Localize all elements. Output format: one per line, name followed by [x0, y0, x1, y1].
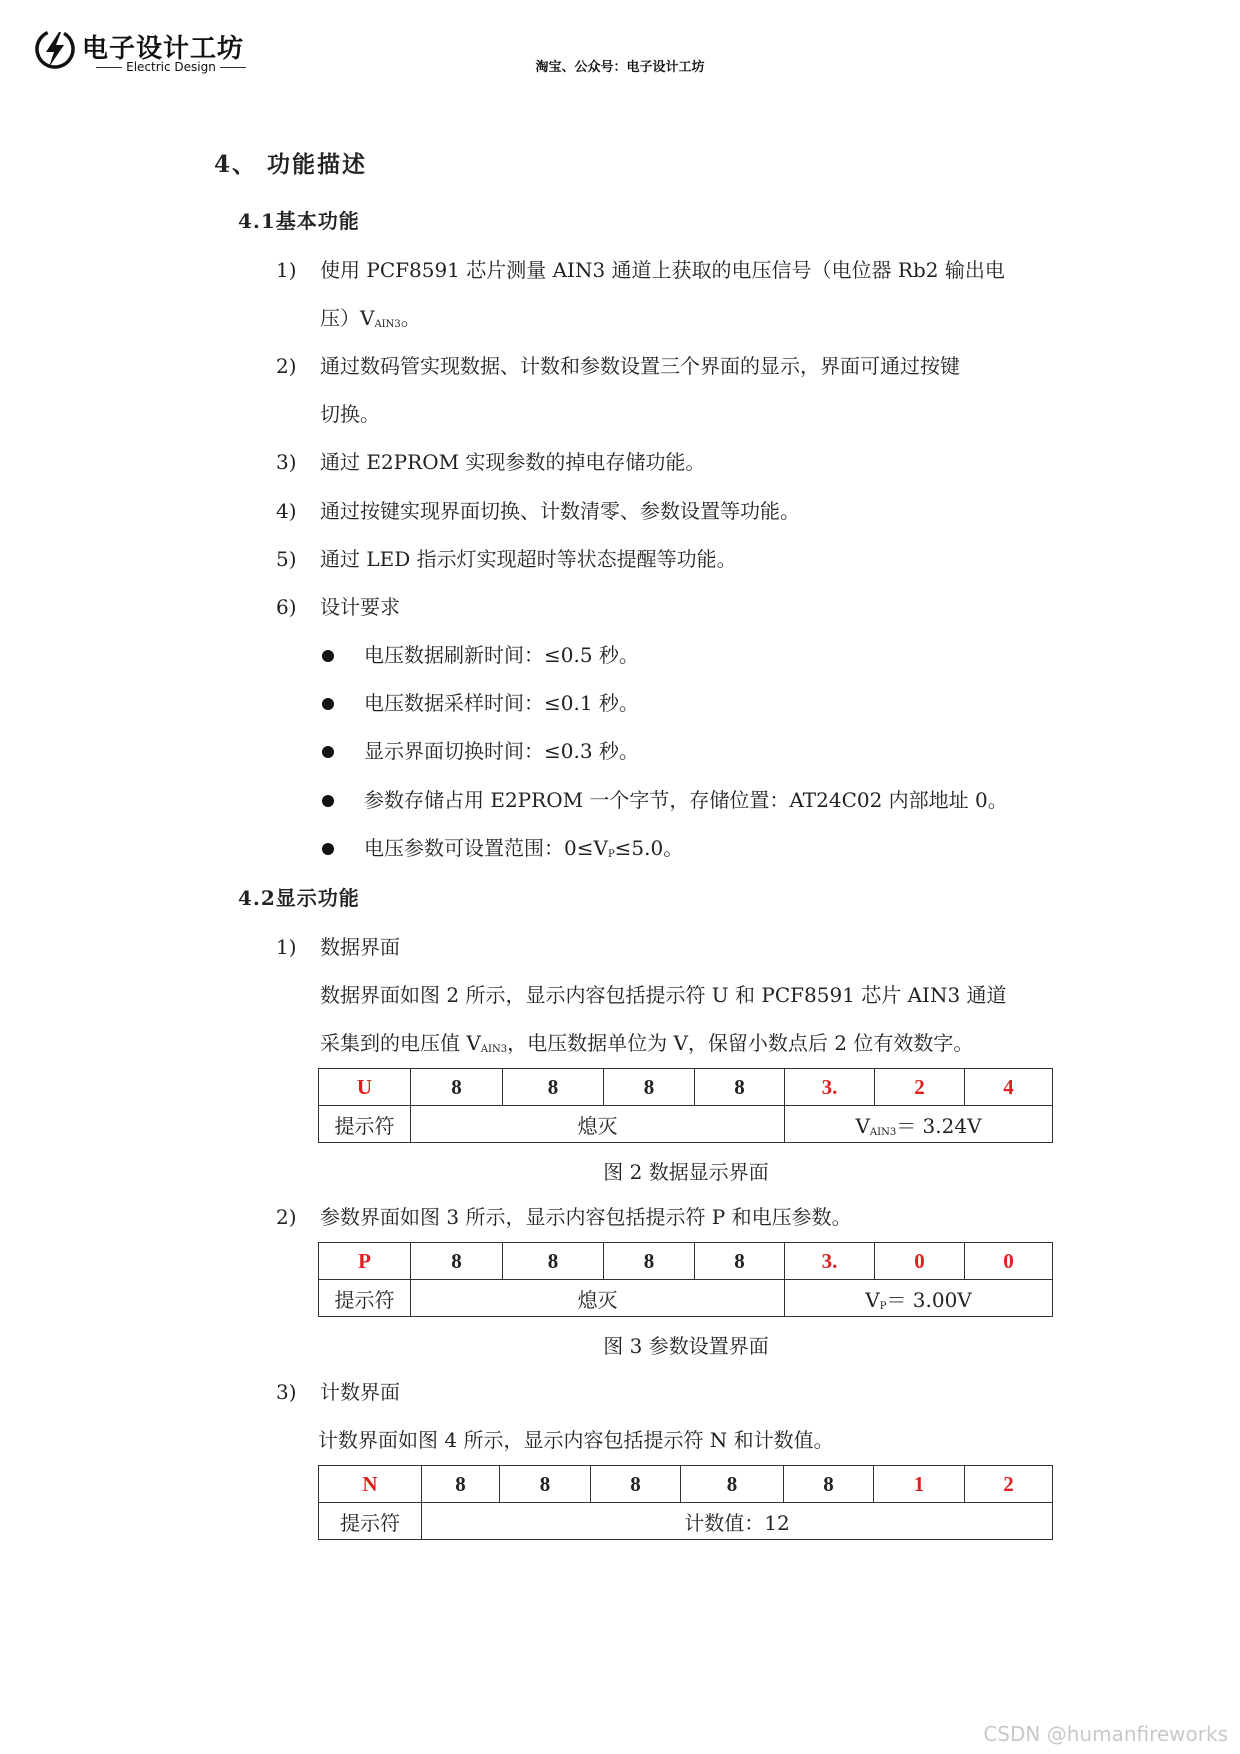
item-number: 3) — [276, 1380, 297, 1404]
item-text: 设计要求 — [320, 595, 400, 619]
segment-digit-value: 0 — [875, 1243, 965, 1280]
segment-digit-value: 2 — [965, 1466, 1053, 1503]
segment-digits-row — [319, 1069, 1053, 1106]
segment-digit-prompt: P — [319, 1243, 411, 1280]
prompt-label: 提示符 — [319, 1106, 411, 1143]
figure-caption: 图 2 数据显示界面 — [603, 1160, 769, 1184]
segment-meaning-row — [319, 1106, 1053, 1143]
parameter-display-table — [318, 1242, 1053, 1317]
segment-digits-row — [319, 1466, 1053, 1503]
item-label: 数据界面 — [320, 935, 400, 959]
bullet-icon — [322, 650, 334, 662]
section-title: 4、 功能描述 — [214, 151, 368, 178]
segment-digit: 8 — [604, 1243, 695, 1280]
bullet-icon — [322, 843, 334, 855]
item-text: 通过 E2PROM 实现参数的掉电存储功能。 — [320, 450, 706, 474]
segment-digit: 8 — [411, 1243, 503, 1280]
figure-caption: 图 3 参数设置界面 — [603, 1334, 769, 1358]
bullet-text: 电压数据刷新时间：≤0.5 秒。 — [364, 643, 639, 667]
segment-digit: 8 — [591, 1466, 681, 1503]
item-text: 通过 LED 指示灯实现超时等状态提醒等功能。 — [320, 547, 737, 571]
bullet-text: 电压参数可设置范围：$0\le V_P\le 5.0$。 — [364, 836, 684, 860]
count-value-label: 计数值：12 — [422, 1503, 1053, 1540]
item-number: 2) — [276, 1205, 297, 1229]
item-label: 计数界面 — [320, 1380, 400, 1404]
segment-digit: 8 — [500, 1466, 591, 1503]
segment-digit: 8 — [411, 1069, 503, 1106]
prompt-label: 提示符 — [319, 1503, 422, 1540]
item-number: 1) — [276, 935, 297, 959]
header-shop-text: 淘宝、公众号：电子设计工坊 — [535, 60, 705, 75]
item-number: 6) — [276, 595, 297, 619]
segment-digit: 8 — [604, 1069, 695, 1106]
bullet-icon — [322, 795, 334, 807]
segment-digit-value: 0 — [965, 1243, 1053, 1280]
subsection-4-1-title: 4.1基本功能 — [238, 209, 360, 233]
subsection-4-2-title: 4.2显示功能 — [238, 886, 360, 910]
item-text: 使用 PCF8591 芯片测量 AIN3 通道上获取的电压信号（电位器 Rb2 输出电 — [320, 258, 1005, 282]
bullet-text: 电压数据采样时间：≤0.1 秒。 — [364, 691, 639, 715]
item-number: 3) — [276, 450, 297, 474]
parameter-value-label: $V_P= 3.00V$ — [785, 1280, 1053, 1317]
item-number: 4) — [276, 499, 297, 523]
item-text-continued: 切换。 — [320, 402, 380, 426]
item-number: 2) — [276, 354, 297, 378]
logo-title: 电子设计工坊 — [82, 34, 245, 64]
segment-digit-value: 4 — [965, 1069, 1053, 1106]
item-text: 通过数码管实现数据、计数和参数设置三个界面的显示，界面可通过按键 — [320, 354, 960, 378]
count-display-table — [318, 1465, 1053, 1540]
data-display-table — [318, 1068, 1053, 1143]
bullet-icon — [322, 746, 334, 758]
off-label: 熄灭 — [411, 1280, 785, 1317]
off-label: 熄灭 — [411, 1106, 785, 1143]
segment-meaning-row — [319, 1503, 1053, 1540]
segment-digit: 8 — [695, 1243, 785, 1280]
segment-digit-value: 1 — [874, 1466, 965, 1503]
item-description: 数据界面如图 2 所示，显示内容包括提示符 U 和 PCF8591 芯片 AIN3 通道 — [320, 983, 1007, 1007]
segment-digit: 8 — [503, 1069, 604, 1106]
item-description: 采集到的电压值 $V_{AIN3}$，电压数据单位为 V，保留小数点后 2 位有效数字。 — [320, 1031, 974, 1055]
bullet-text: 显示界面切换时间：≤0.3 秒。 — [364, 739, 639, 763]
item-text-continued: 压）$V_{AIN3}$。 — [320, 306, 421, 330]
segment-digit: 8 — [695, 1069, 785, 1106]
item-text: 通过按键实现界面切换、计数清零、参数设置等功能。 — [320, 499, 800, 523]
bullet-text: 参数存储占用 E2PROM 一个字节，存储位置：AT24C02 内部地址 0。 — [364, 788, 1008, 812]
segment-meaning-row — [319, 1280, 1053, 1317]
segment-digit-value: 2 — [875, 1069, 965, 1106]
segment-digit: 8 — [422, 1466, 500, 1503]
segment-digit-prompt: U — [319, 1069, 411, 1106]
logo-subtitle: Electric Design — [82, 60, 260, 74]
item-number: 5) — [276, 547, 297, 571]
segment-digit-value: 3. — [785, 1069, 875, 1106]
segment-digit: 8 — [681, 1466, 784, 1503]
csdn-watermark: CSDN @humanfireworks — [983, 1722, 1228, 1746]
item-description: 计数界面如图 4 所示，显示内容包括提示符 N 和计数值。 — [318, 1428, 834, 1452]
prompt-label: 提示符 — [319, 1280, 411, 1317]
segment-digit: 8 — [503, 1243, 604, 1280]
item-text: 参数界面如图 3 所示，显示内容包括提示符 P 和电压参数。 — [320, 1205, 852, 1229]
segment-digit: 8 — [784, 1466, 874, 1503]
item-number: 1) — [276, 258, 297, 282]
voltage-value-label: $V_{AIN3}= 3.24V$ — [785, 1106, 1053, 1143]
bullet-icon — [322, 698, 334, 710]
segment-digit-value: 3. — [785, 1243, 875, 1280]
segment-digit-prompt: N — [319, 1466, 422, 1503]
segment-digits-row — [319, 1243, 1053, 1280]
